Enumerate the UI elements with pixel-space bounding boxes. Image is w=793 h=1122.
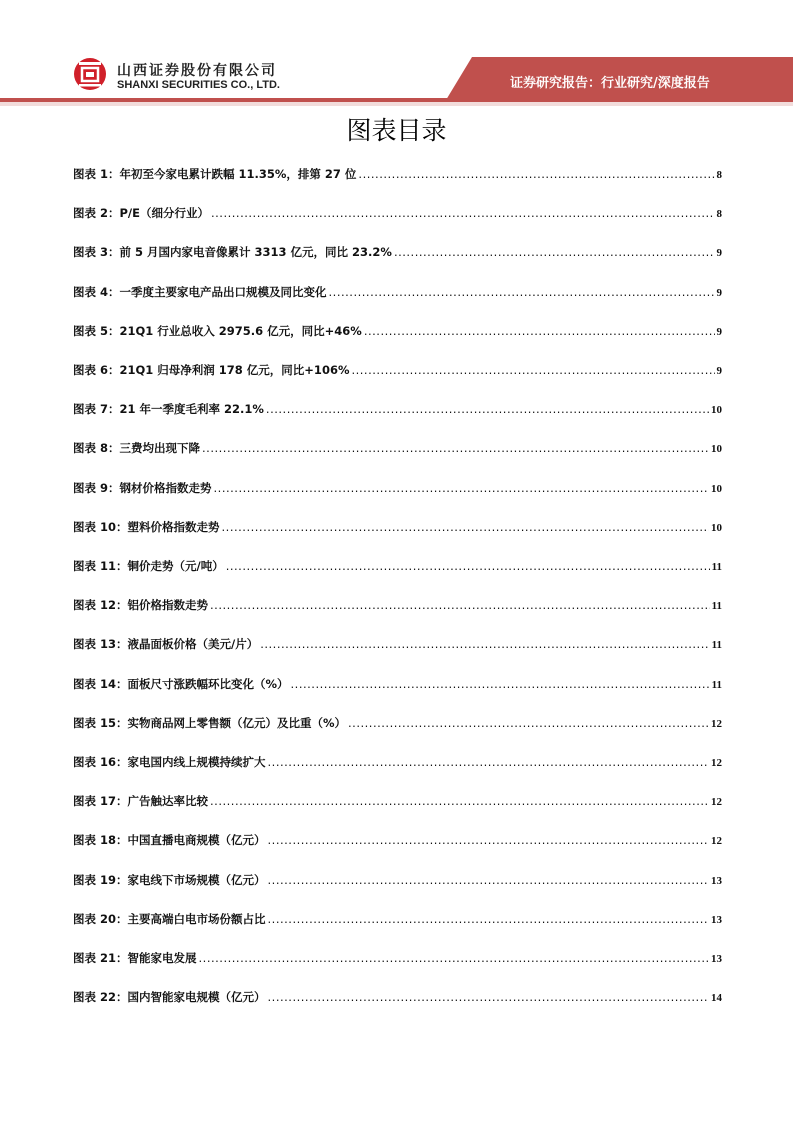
leader-dots xyxy=(268,755,709,769)
toc-entry-label: 图表 8：三费均出现下降 xyxy=(73,441,201,456)
leader-dots xyxy=(211,206,715,220)
toc-entry[interactable] xyxy=(73,911,722,927)
toc-entry-page: 11 xyxy=(711,639,722,652)
toc-entry[interactable] xyxy=(73,284,722,300)
toc-entry-label: 图表 3：前 5 月国内家电音像累计 3313 亿元，同比 23.2% xyxy=(73,245,392,260)
toc-entry-label: 图表 7：21 年一季度毛利率 22.1% xyxy=(73,402,264,417)
toc-entry-page: 9 xyxy=(716,325,722,338)
leader-dots xyxy=(222,520,709,534)
toc-entry-label: 图表 18：中国直播电商规模（亿元） xyxy=(73,833,266,848)
leader-dots xyxy=(199,951,709,965)
toc-entry-label: 图表 12：铝价格指数走势 xyxy=(73,598,209,613)
leader-dots xyxy=(202,441,709,455)
toc-entry-label: 图表 13：液晶面板价格（美元/片） xyxy=(73,637,259,652)
toc-entry-page: 8 xyxy=(716,169,722,181)
leader-dots xyxy=(351,363,714,377)
company-logo-icon xyxy=(73,57,107,91)
company-name-en: SHANXI SECURITIES CO., LTD. xyxy=(117,79,280,91)
toc-entry-label: 图表 17：广告触达率比较 xyxy=(73,794,209,809)
leader-dots xyxy=(214,481,709,495)
toc-entry[interactable] xyxy=(73,950,722,966)
toc-entry-label: 图表 14：面板尺寸涨跌幅环比变化（%） xyxy=(73,676,289,691)
toc-entry-label: 图表 10：塑料价格指数走势 xyxy=(73,519,220,534)
toc-entry-label: 图表 5：21Q1 行业总收入 2975.6 亿元，同比+46% xyxy=(73,323,362,338)
toc-entry[interactable] xyxy=(73,401,722,417)
toc-entry[interactable] xyxy=(73,597,722,613)
leader-dots xyxy=(364,324,715,338)
leader-dots xyxy=(329,285,715,299)
toc-entry-label: 图表 9：钢材价格指数走势 xyxy=(73,480,212,495)
toc-entry-page: 11 xyxy=(711,678,722,691)
report-type: 证券研究报告：行业研究/深度报告 xyxy=(510,76,710,91)
leader-dots xyxy=(260,637,709,651)
toc-entry-page: 12 xyxy=(711,717,722,730)
toc-entry[interactable] xyxy=(73,558,722,574)
toc-entry-label: 图表 20：主要高端白电市场份额占比 xyxy=(73,911,266,926)
toc-entry[interactable] xyxy=(73,793,722,809)
toc-entry[interactable] xyxy=(73,989,722,1005)
toc-entry-label: 图表 4：一季度主要家电产品出口规模及同比变化 xyxy=(73,284,327,299)
toc-entry-page: 12 xyxy=(711,835,722,848)
toc-entry[interactable] xyxy=(73,754,722,770)
leader-dots xyxy=(268,833,709,847)
toc-entry-page: 12 xyxy=(711,757,722,769)
toc-entry-page: 10 xyxy=(711,482,722,495)
leader-dots xyxy=(268,912,709,926)
toc-entry[interactable] xyxy=(73,872,722,888)
toc-entry[interactable] xyxy=(73,166,722,182)
toc-entry-label: 图表 1：年初至今家电累计跌幅 11.35%，排第 27 位 xyxy=(73,167,357,181)
toc-entry-page: 12 xyxy=(711,796,722,809)
leader-dots xyxy=(394,245,715,259)
toc-entry-label: 图表 11：铜价走势（元/吨） xyxy=(73,559,224,573)
toc-entry-page: 14 xyxy=(711,992,722,1005)
company-name-cn: 山西证券股份有限公司 xyxy=(117,63,277,79)
leader-dots xyxy=(348,716,709,730)
toc-entry-page: 9 xyxy=(716,247,722,260)
toc-entry-label: 图表 2：P/E（细分行业） xyxy=(73,206,209,221)
leader-dots xyxy=(268,990,709,1004)
toc-entry-page: 13 xyxy=(711,913,722,926)
toc-entry-page: 10 xyxy=(711,521,722,534)
toc-entry[interactable] xyxy=(73,519,722,535)
toc-entry-label: 图表 6：21Q1 归母净利润 178 亿元，同比+106% xyxy=(73,363,350,377)
toc-entry-page: 10 xyxy=(711,404,722,417)
toc-entry[interactable] xyxy=(73,205,722,221)
toc-entry-label: 图表 15：实物商品网上零售额（亿元）及比重（%） xyxy=(73,715,347,730)
toc-entry[interactable] xyxy=(73,440,722,456)
toc-entry[interactable] xyxy=(73,676,722,692)
leader-dots xyxy=(358,167,714,181)
toc-entry[interactable] xyxy=(73,362,722,378)
toc-entry[interactable] xyxy=(73,832,722,848)
toc-entry-label: 图表 19：家电线下市场规模（亿元） xyxy=(73,872,266,887)
leader-dots xyxy=(291,677,710,691)
leader-dots xyxy=(268,873,709,887)
toc-entry-page: 13 xyxy=(711,874,722,887)
toc-entry-page: 9 xyxy=(716,286,722,299)
header-band xyxy=(0,0,793,110)
toc-entry-page: 9 xyxy=(716,365,722,377)
toc-entry[interactable] xyxy=(73,244,722,260)
leader-dots xyxy=(226,559,710,573)
page-title: 图表目录 xyxy=(346,116,447,145)
leader-dots xyxy=(266,402,709,416)
toc-entry[interactable] xyxy=(73,323,722,339)
leader-dots xyxy=(210,794,709,808)
toc-entry-label: 图表 21：智能家电发展 xyxy=(73,951,197,965)
toc-entry-page: 11 xyxy=(711,600,722,613)
toc-entry[interactable] xyxy=(73,636,722,652)
toc-entry-page: 8 xyxy=(716,208,722,221)
toc-entry-page: 13 xyxy=(711,953,722,965)
leader-dots xyxy=(210,598,710,612)
toc-entry[interactable] xyxy=(73,480,722,496)
toc-entry-label: 图表 22：国内智能家电规模（亿元） xyxy=(73,990,266,1005)
toc-entry-label: 图表 16：家电国内线上规模持续扩大 xyxy=(73,755,266,769)
toc-entry[interactable] xyxy=(73,715,722,731)
toc-entry-page: 11 xyxy=(711,561,722,573)
toc-entry-page: 10 xyxy=(711,443,722,456)
